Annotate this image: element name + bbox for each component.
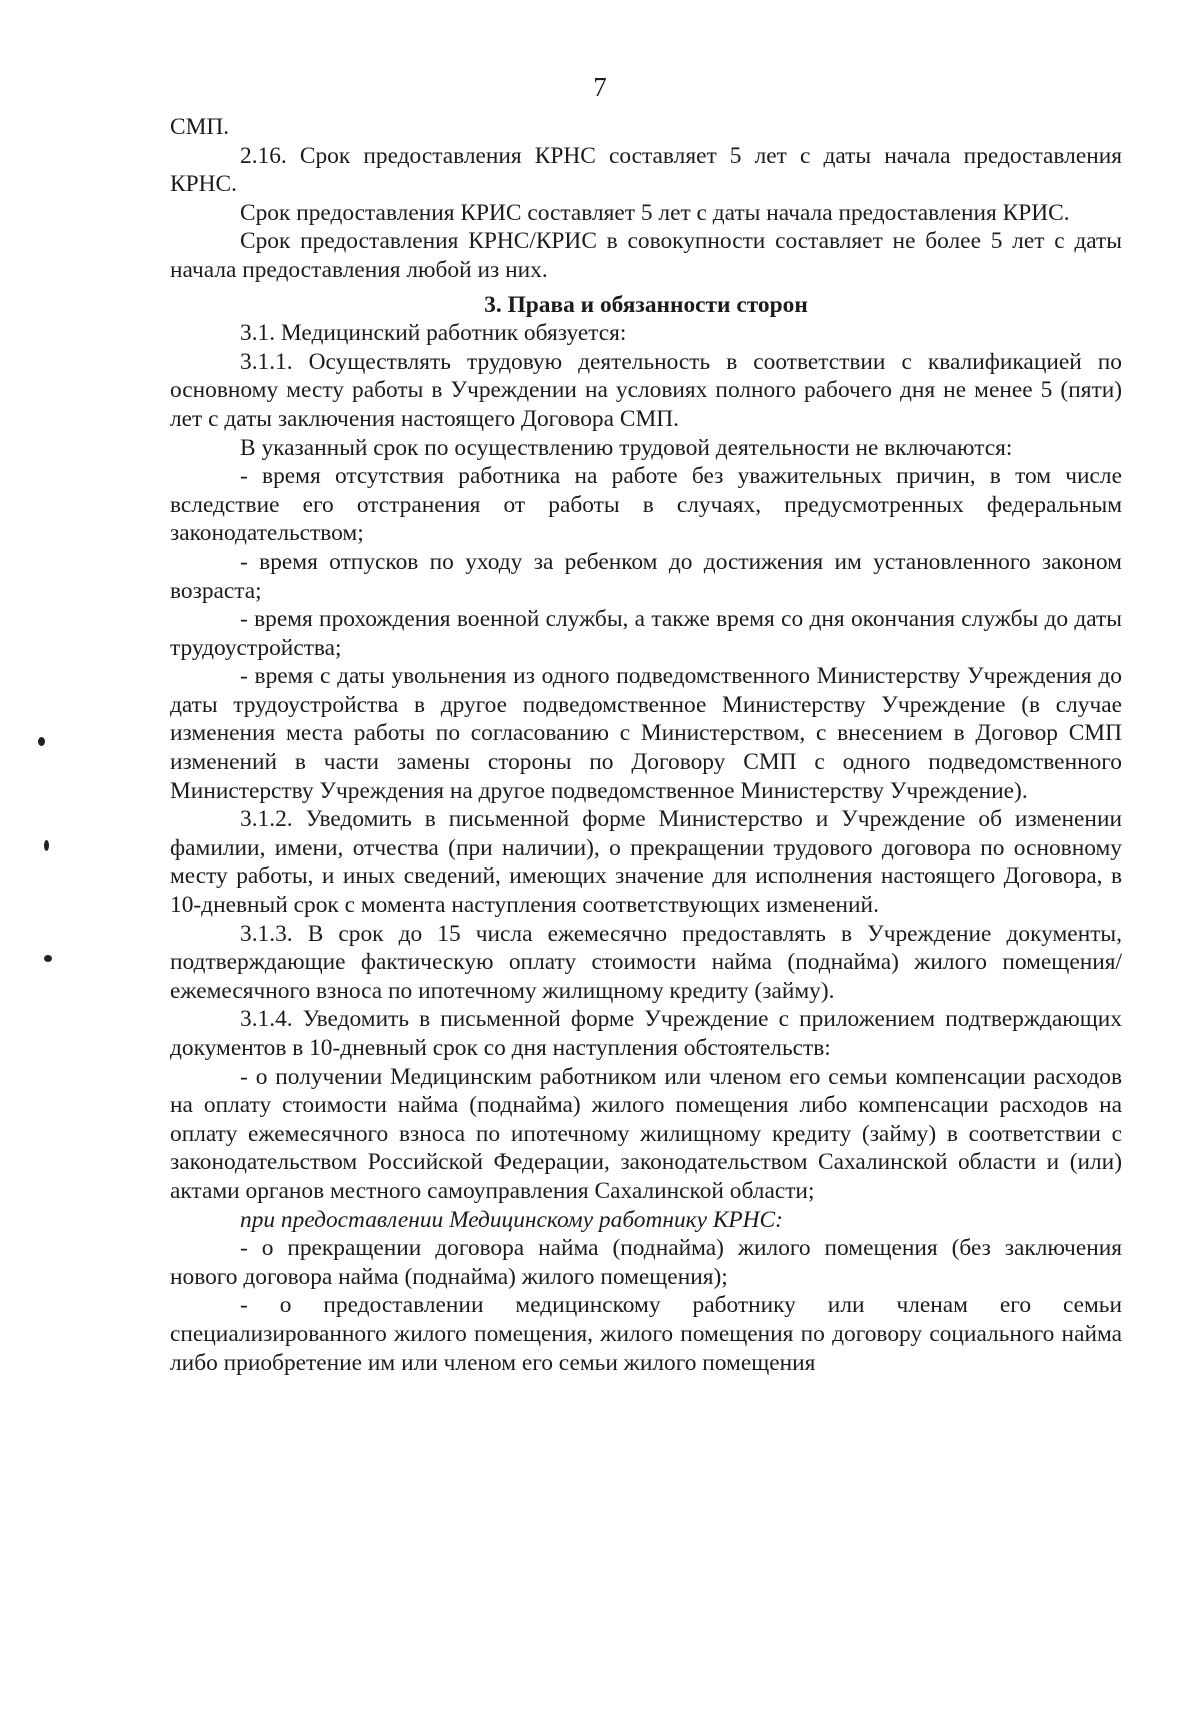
list-item-lease-termination: - о прекращении договора найма (поднайма) жилого помещения (без заключения нового договора найма (поднайма) жилого помещения); bbox=[170, 1235, 1122, 1290]
document-body bbox=[170, 113, 1122, 1377]
paragraph-krns-subheading: при предоставлении Медицинскому работнику КРНС: bbox=[240, 1206, 783, 1233]
paragraph-2-16: 2.16. Срок предоставления КРНС составляет 5 лет с даты начала предоставления КРНС. bbox=[170, 142, 1122, 198]
paragraph-3-1-2: 3.1.2. Уведомить в письменной форме Министерство и Учреждение об изменении фамилии, имени, отчества (при наличии), о прекращении трудового договора по основному месту работы, и иных сведений, имеющих значение для исполнения настоящего Договора, в 10-дневный срок с момента наступления соответствующих изменений. bbox=[170, 806, 1122, 919]
list-item-housing-provision: - о предоставлении медицинскому работнику или членам его семьи специализированного жилого помещения, жилого помещения по договору социального найма либо приобретение им или членом его семьи жилого помещения bbox=[170, 1292, 1122, 1376]
paragraph-3-1-3: 3.1.3. В срок до 15 числа ежемесячно предоставлять в Учреждение документы, подтверждающие фактическую оплату стоимости найма (поднайма) жилого помещения/ежемесячного взноса по ипотечному жилищному кредиту (займу). bbox=[170, 920, 1122, 1004]
list-item-military-service: - время прохождения военной службы, а также время со дня окончания службы до даты трудоустройства; bbox=[170, 606, 1122, 661]
paragraph-3-1-4: 3.1.4. Уведомить в письменной форме Учреждение с приложением подтверждающих документов в 10-дневный срок со дня наступления обстоятельств: bbox=[170, 1006, 1122, 1061]
section-heading: 3. Права и обязанности сторон bbox=[484, 291, 808, 318]
paragraph-combined-term: Срок предоставления КРНС/КРИС в совокупности составляет не более 5 лет с даты начала предоставления любой из них. bbox=[170, 228, 1122, 283]
paragraph-3-1: 3.1. Медицинский работник обязуется: bbox=[240, 320, 627, 347]
list-item-transfer: - время с даты увольнения из одного подведомственного Министерству Учреждения до даты трудоустройства в другое подведомственное Министерству Учреждение (в случае изменения места работы по согласованию с Министерством, с внесением в Договор СМП изменений в части замены стороны по Договору СМП с одного подведомственного Министерству Учреждения на другое подведомственное Министерству Учреждение). bbox=[170, 663, 1122, 804]
scan-speck-2 bbox=[44, 840, 49, 851]
paragraph-0: СМП. bbox=[170, 114, 230, 140]
scan-speck-3 bbox=[44, 955, 52, 962]
scan-speck-1 bbox=[38, 737, 45, 746]
list-item-absence: - время отсутствия работника на работе без уважительных причин, в том числе вследствие его отстранения от работы в случаях, предусмотренных федеральным законодательством; bbox=[170, 463, 1122, 547]
paragraph-kris-term: Срок предоставления КРИС составляет 5 лет с даты начала предоставления КРИС. bbox=[240, 199, 1070, 226]
page-number: 7 bbox=[593, 72, 607, 102]
paragraph-3-1-1: 3.1.1. Осуществлять трудовую деятельность в соответствии с квалификацией по основному месту работы в Учреждении на условиях полного рабочего дня не менее 5 (пяти) лет с даты заключения настоящего Договора СМП. bbox=[170, 348, 1122, 432]
list-item-parental-leave: - время отпусков по уходу за ребенком до достижения им установленного законом возраста; bbox=[170, 548, 1122, 604]
list-item-compensation: - о получении Медицинским работником или членом его семьи компенсации расходов на оплату стоимости найма (поднайма) жилого помещения либо компенсации расходов на оплату ежемесячного взноса по ипотечному жилищному кредиту (займу) в соответствии с законодательством Российской Федерации, законодательством Сахалинской области и (или) актами органов местного самоуправления Сахалинской области; bbox=[170, 1063, 1122, 1204]
paragraph-excluded-periods: В указанный срок по осуществлению трудовой деятельности не включаются: bbox=[240, 434, 1013, 461]
